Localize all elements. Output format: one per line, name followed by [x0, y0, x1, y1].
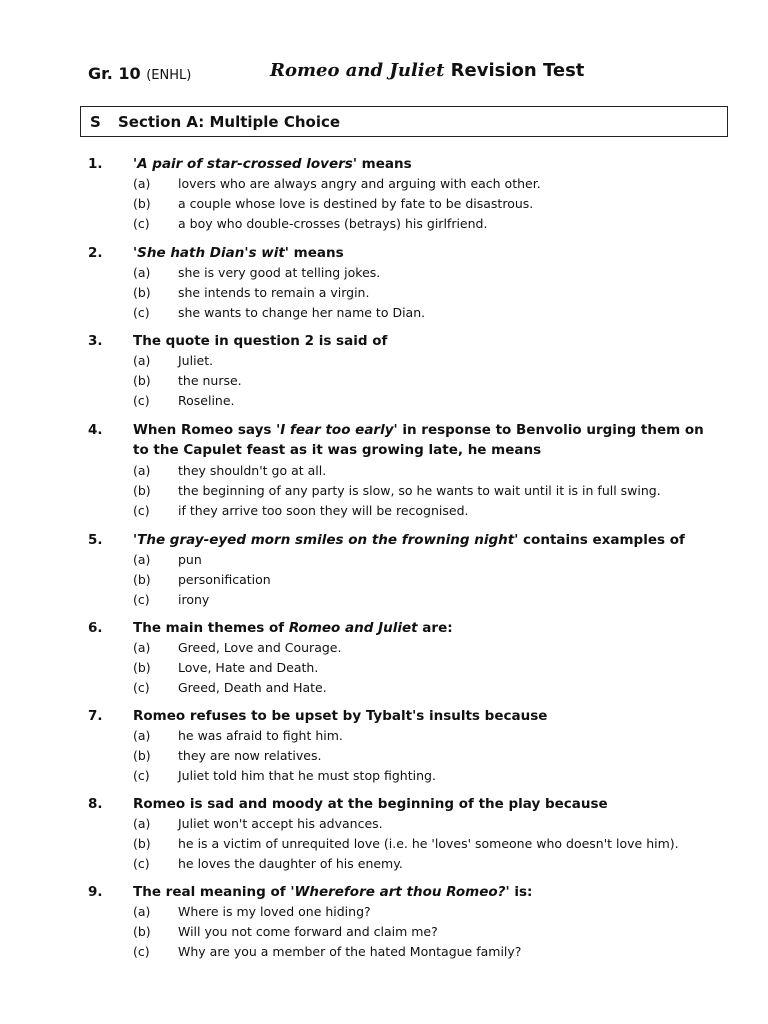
option-letter: (a)	[133, 728, 151, 743]
question-stem	[88, 331, 728, 351]
question-text	[133, 154, 412, 174]
question-stem	[88, 243, 728, 263]
answer-option	[88, 501, 728, 521]
option-letter: (a)	[133, 904, 151, 919]
option-letter: (b)	[133, 285, 151, 300]
answer-option	[88, 814, 728, 834]
option-text: Why are you a member of the hated Montague family?	[178, 944, 522, 959]
question-5	[88, 530, 728, 610]
question-before: Romeo is sad and moody at the beginning of the play because	[133, 796, 608, 812]
option-letter: (a)	[133, 176, 151, 191]
option-letter: (a)	[133, 265, 151, 280]
question-3	[88, 331, 728, 411]
answer-option	[88, 834, 728, 854]
answer-option	[88, 263, 728, 283]
question-after: are:	[417, 620, 453, 636]
answer-option	[88, 303, 728, 323]
question-number: 9.	[88, 884, 103, 900]
question-quote: 'I fear too early'	[276, 422, 398, 438]
question-quote: Romeo and Juliet	[288, 620, 418, 636]
question-stem	[88, 794, 728, 814]
question-quote: 'She hath Dian's wit'	[133, 245, 289, 261]
option-letter: (c)	[133, 856, 150, 871]
answer-option	[88, 590, 728, 610]
question-stem	[88, 530, 728, 550]
option-letter: (c)	[133, 680, 150, 695]
answer-option	[88, 461, 728, 481]
answer-option	[88, 174, 728, 194]
option-letter: (a)	[133, 640, 151, 655]
test-title: Revision Test	[450, 60, 585, 81]
question-text-line2: to the Capulet feast as it was growing late, he means	[133, 442, 542, 458]
option-letter: (c)	[133, 393, 150, 408]
option-letter: (b)	[133, 483, 151, 498]
answer-option	[88, 214, 728, 234]
answer-option	[88, 746, 728, 766]
question-stem-continued	[88, 440, 728, 461]
question-8	[88, 794, 728, 874]
option-text: personification	[178, 572, 271, 587]
question-after: is:	[509, 884, 533, 900]
option-letter: (c)	[133, 216, 150, 231]
page-title	[270, 60, 584, 81]
question-quote: 'Wherefore art thou Romeo?'	[290, 884, 510, 900]
option-letter: (b)	[133, 836, 151, 851]
question-text	[133, 420, 704, 440]
option-text: if they arrive too soon they will be recognised.	[178, 503, 469, 518]
question-before: The real meaning of	[133, 884, 291, 900]
answer-option	[88, 638, 728, 658]
question-number: 7.	[88, 708, 103, 724]
option-letter: (a)	[133, 816, 151, 831]
option-text: lovers who are always angry and arguing with each other.	[178, 176, 541, 191]
option-text: he loves the daughter of his enemy.	[178, 856, 403, 871]
question-number: 6.	[88, 620, 103, 636]
question-before: The main themes of	[133, 620, 289, 636]
question-after: contains examples of	[518, 532, 685, 548]
question-7	[88, 706, 728, 786]
option-text: irony	[178, 592, 210, 607]
answer-option	[88, 351, 728, 371]
option-text: Juliet.	[178, 353, 214, 368]
question-quote: 'A pair of star-crossed lovers'	[133, 156, 357, 172]
question-number: 3.	[88, 333, 103, 349]
class-code: (ENHL)	[146, 68, 192, 83]
answer-option	[88, 902, 728, 922]
question-before: When Romeo says	[133, 422, 277, 438]
option-text: Where is my loved one hiding?	[178, 904, 371, 919]
option-text: Will you not come forward and claim me?	[178, 924, 438, 939]
option-text: a boy who double-crosses (betrays) his girlfriend.	[178, 216, 488, 231]
option-letter: (b)	[133, 924, 151, 939]
question-9	[88, 882, 728, 962]
option-letter: (c)	[133, 305, 150, 320]
option-letter: (b)	[133, 373, 151, 388]
option-text: a couple whose love is destined by fate to be disastrous.	[178, 196, 534, 211]
question-before: Romeo refuses to be upset by Tybalt's insults because	[133, 708, 548, 724]
option-text: she intends to remain a virgin.	[178, 285, 370, 300]
option-text: he is a victim of unrequited love (i.e. he 'loves' someone who doesn't love him).	[178, 836, 679, 851]
option-letter: (b)	[133, 196, 151, 211]
answer-option	[88, 481, 728, 501]
section-glyph: S	[90, 113, 101, 131]
question-text	[133, 706, 547, 726]
page-header	[88, 60, 708, 90]
option-text: the beginning of any party is slow, so he wants to wait until it is in full swing.	[178, 483, 661, 498]
question-number: 8.	[88, 796, 103, 812]
question-number: 1.	[88, 156, 103, 172]
question-number: 4.	[88, 422, 103, 438]
question-text	[133, 794, 608, 814]
grade-text: Gr. 10	[88, 64, 141, 83]
option-text: Juliet told him that he must stop fighting.	[178, 768, 436, 783]
section-label: Section A: Multiple Choice	[118, 113, 341, 131]
option-text: he was afraid to fight him.	[178, 728, 343, 743]
answer-option	[88, 658, 728, 678]
option-letter: (c)	[133, 768, 150, 783]
answer-option	[88, 391, 728, 411]
question-4	[88, 420, 728, 521]
option-text: they are now relatives.	[178, 748, 322, 763]
option-letter: (a)	[133, 353, 151, 368]
question-number: 5.	[88, 532, 103, 548]
question-text	[133, 243, 344, 263]
option-text: Juliet won't accept his advances.	[178, 816, 383, 831]
play-title: Romeo and Juliet	[270, 60, 445, 81]
answer-option	[88, 766, 728, 786]
option-text: pun	[178, 552, 202, 567]
question-stem	[88, 882, 728, 902]
option-letter: (c)	[133, 503, 150, 518]
question-6	[88, 618, 728, 698]
question-text	[133, 530, 685, 550]
question-after: in response to Benvolio urging them on	[397, 422, 704, 438]
answer-option	[88, 922, 728, 942]
question-stem	[88, 618, 728, 638]
question-before: The quote in question 2 is said of	[133, 333, 388, 349]
question-number: 2.	[88, 245, 103, 261]
option-letter: (c)	[133, 944, 150, 959]
answer-option	[88, 371, 728, 391]
option-letter: (c)	[133, 592, 150, 607]
option-text: Love, Hate and Death.	[178, 660, 319, 675]
question-text	[133, 618, 453, 638]
question-quote: 'The gray-eyed morn smiles on the frowning night'	[133, 532, 519, 548]
answer-option	[88, 283, 728, 303]
option-letter: (a)	[133, 552, 151, 567]
option-letter: (b)	[133, 748, 151, 763]
section-heading-box	[80, 106, 728, 137]
option-text: Greed, Death and Hate.	[178, 680, 327, 695]
option-text: the nurse.	[178, 373, 242, 388]
question-2	[88, 243, 728, 323]
option-text: she is very good at telling jokes.	[178, 265, 381, 280]
answer-option	[88, 194, 728, 214]
option-letter: (a)	[133, 463, 151, 478]
question-1	[88, 154, 728, 234]
answer-option	[88, 678, 728, 698]
answer-option	[88, 726, 728, 746]
grade-label	[88, 64, 191, 83]
option-letter: (b)	[133, 572, 151, 587]
question-stem	[88, 420, 728, 440]
option-letter: (b)	[133, 660, 151, 675]
question-after: means	[356, 156, 412, 172]
question-stem	[88, 706, 728, 726]
answer-option	[88, 550, 728, 570]
question-after: means	[288, 245, 344, 261]
question-stem	[88, 154, 728, 174]
option-text: Roseline.	[178, 393, 235, 408]
answer-option	[88, 854, 728, 874]
answer-option	[88, 942, 728, 962]
option-text: they shouldn't go at all.	[178, 463, 327, 478]
question-text	[133, 882, 532, 902]
option-text: she wants to change her name to Dian.	[178, 305, 426, 320]
question-text	[133, 331, 387, 351]
option-text: Greed, Love and Courage.	[178, 640, 342, 655]
answer-option	[88, 570, 728, 590]
